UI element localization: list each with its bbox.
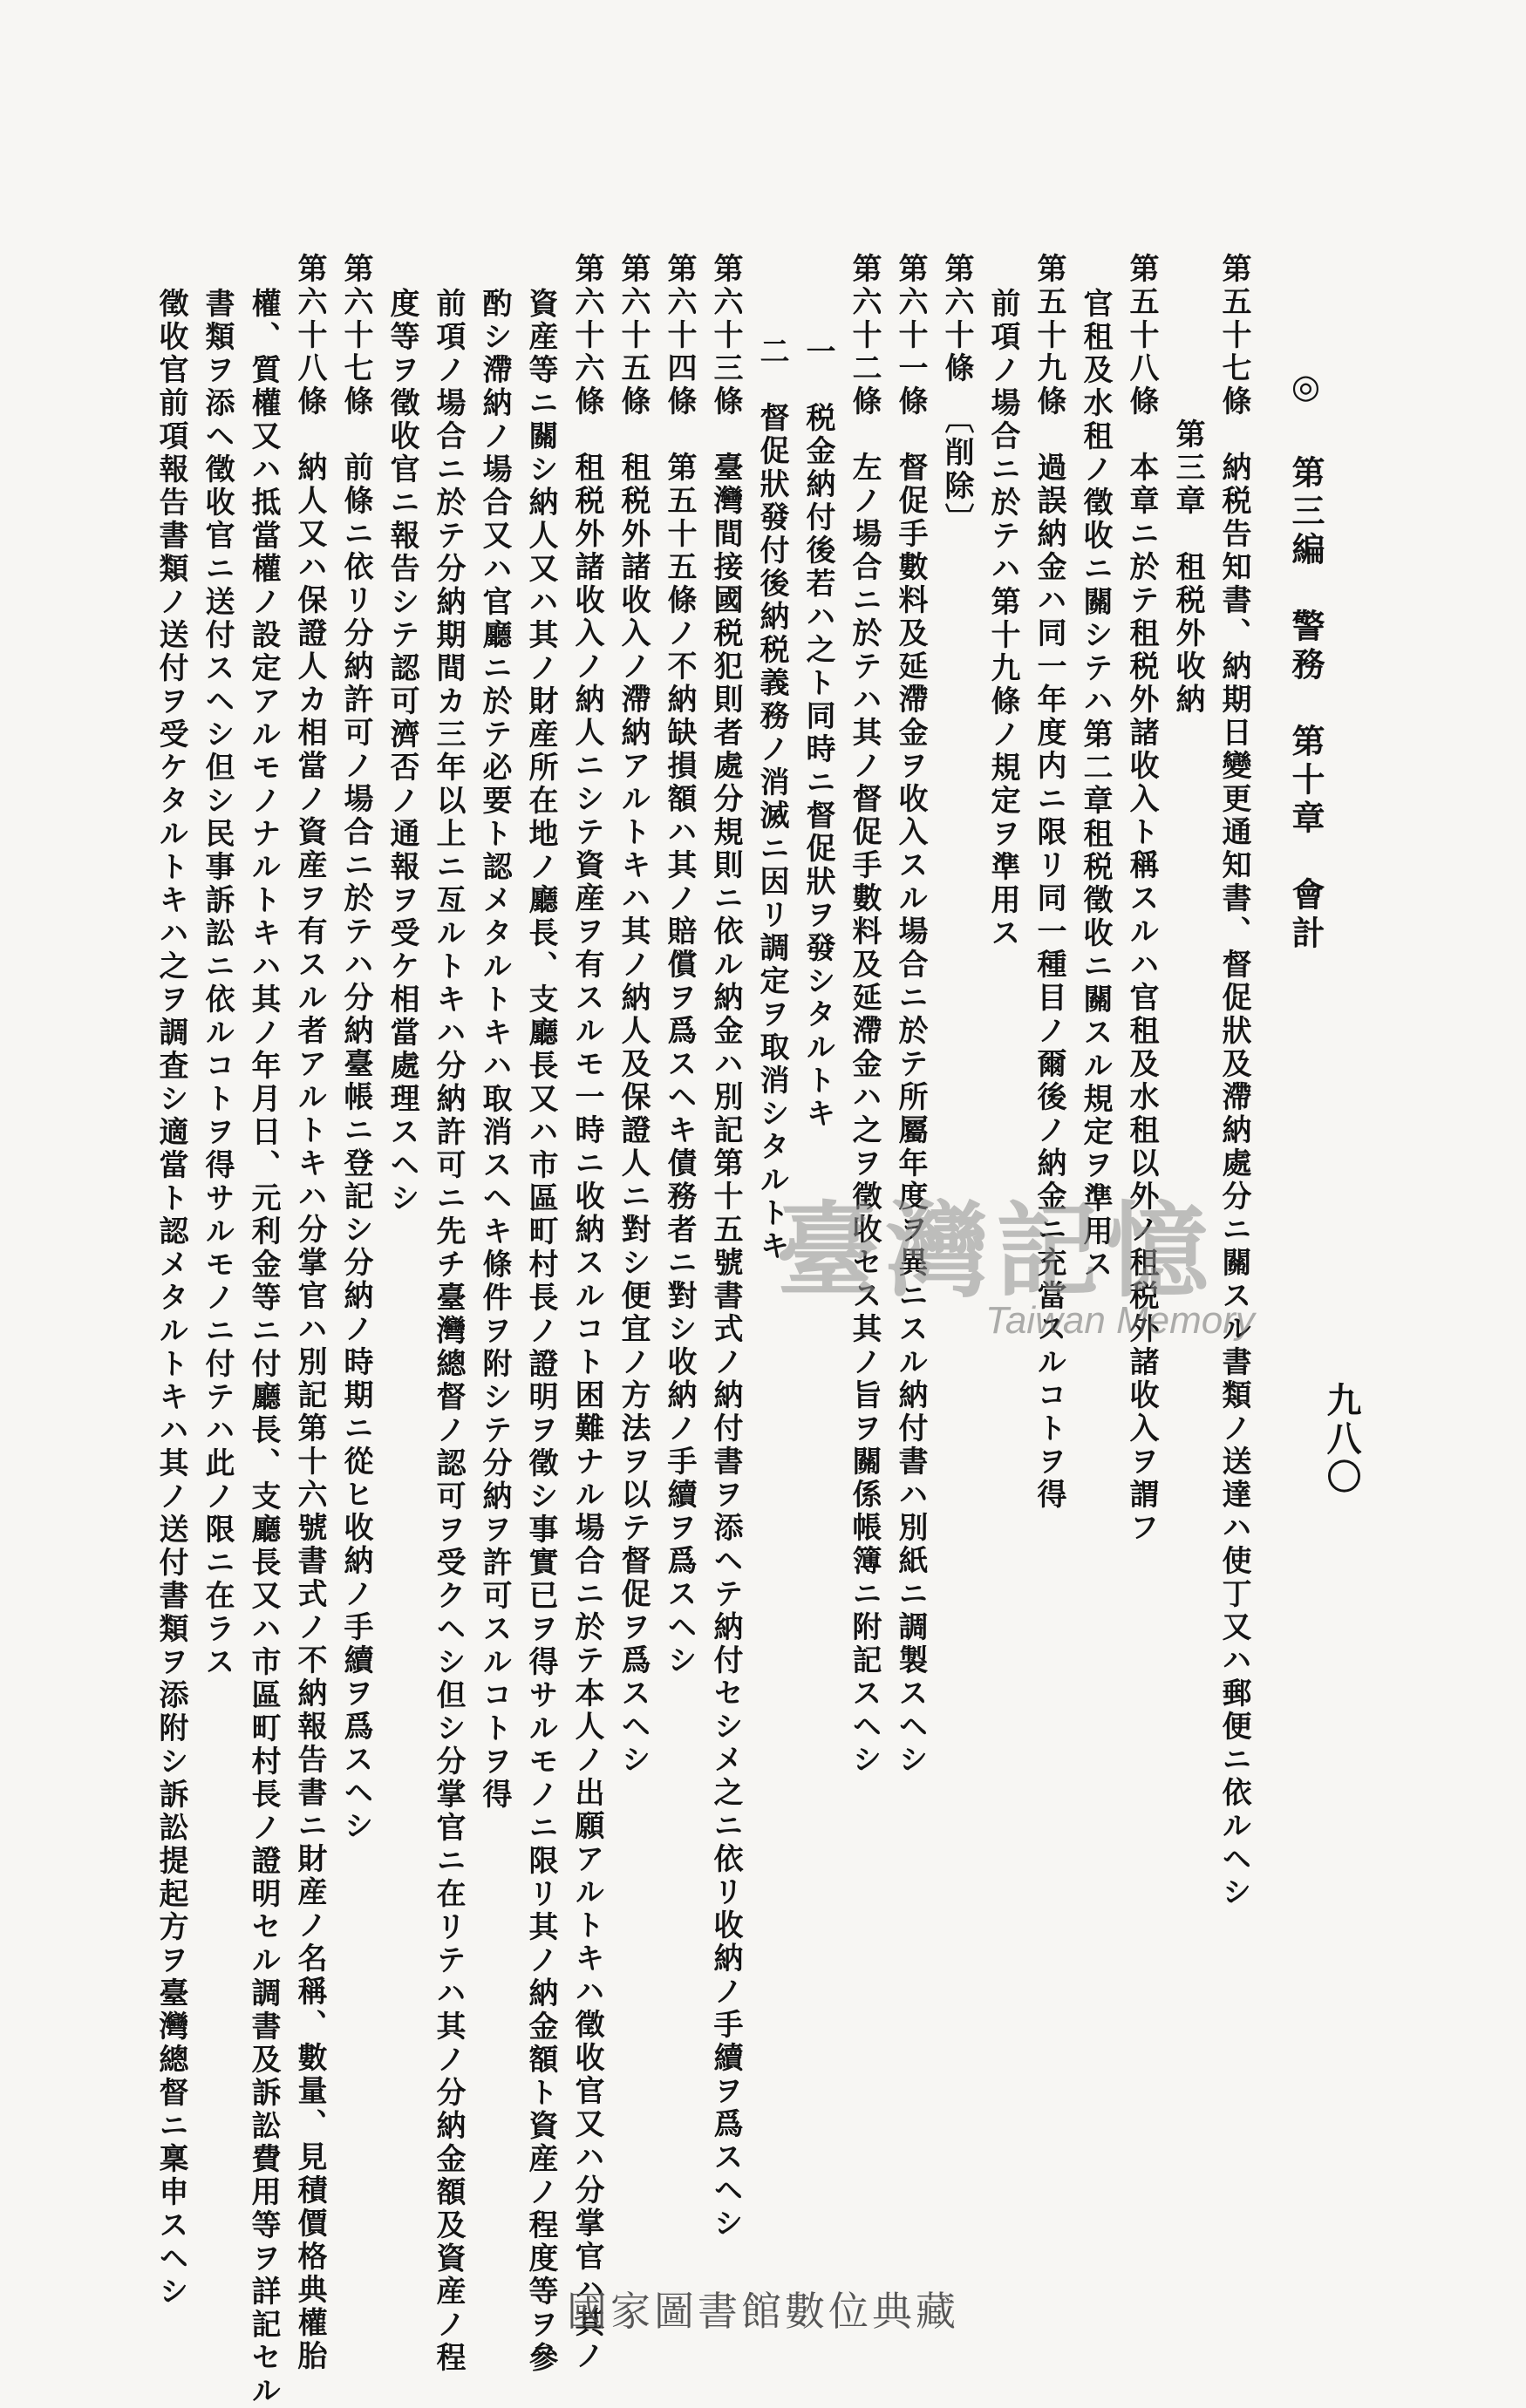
article-59-para2: 前項ノ場合ニ於テハ第十九條ノ規定ヲ準用ス [985, 288, 1020, 950]
article-68-para2: 徵收官前項報告書類ノ送付ヲ受ケタルトキハ之ヲ調査シ適當ト認メタルトキハ其ノ送付書類ヲ添附シ訴訟提起方ヲ臺灣總督ニ稟申スヘシ [153, 288, 188, 2309]
article-61: 第六十一條 督促手數料及延滯金ヲ收入スル場合ニ於テ所屬年度ヲ異ニスル納付書ハ別紙ニ調製スヘシ [893, 253, 928, 1777]
watermark [767, 1168, 1256, 1369]
article-64: 第六十四條 第五十五條ノ不納缺損額ハ其ノ賠償ヲ爲スヘキ債務者ニ對シ收納ノ手續ヲ爲スヘシ [662, 253, 697, 1677]
article-57: 第五十七條 納税告知書、納期日變更通知書、督促狀及滯納處分ニ關スル書類ノ送達ハ使丁又ハ郵便ニ依ルヘシ [1216, 253, 1251, 1909]
article-62-item2: 二 督促狀發付後納税義務ノ消滅ニ因リ調定ヲ取消シタルトキ [754, 336, 789, 1263]
article-59: 第五十九條 過誤納金ハ同一年度内ニ限リ同一種目ノ爾後ノ納金ニ充當スルコトヲ得 [1032, 253, 1066, 1512]
running-title: ◎ 第三編 警務 第十章 會計 [1286, 366, 1325, 954]
article-58: 第五十八條 本章ニ於テ租税外諸收入ト稱スルハ官租及水租以外ノ租税外諸收入ヲ謂フ [1124, 253, 1159, 1545]
article-66-para2-cont: 度等ヲ徵收官ニ報告シテ認可濟否ノ通報ヲ受ケ相當處理スヘシ [385, 288, 419, 1215]
article-65: 第六十五條 租税外諸收入ノ滯納アルトキハ其ノ納人及保證人ニ對シ便宜ノ方法ヲ以テ督促ヲ爲スヘシ [616, 253, 651, 1777]
watermark-subtitle: Taiwan Memory [985, 1299, 1255, 1342]
article-68: 第六十八條 納人又ハ保證人カ相當ノ資産ヲ有スル者アルトキハ分掌官ハ別記第十六號書式ノ不納報告書ニ財産ノ名稱、數量、見積價格典權胎 [292, 253, 327, 2373]
article-68-cont2: 書類ヲ添ヘ徵收官ニ送付スヘシ但シ民事訴訟ニ依ルコトヲ得サルモノニ付テハ此ノ限ニ在ラス [200, 288, 235, 1679]
article-66-para2: 前項ノ場合ニ於テ分納期間カ三年以上ニ亙ルトキハ分納許可ニ先チ臺灣總督ノ認可ヲ受クヘシ但シ分掌官ニ在リテハ其ノ分納金額及資産ノ程 [431, 288, 466, 2375]
article-62-item1: 一 税金納付後若ハ之ト同時ニ督促狀ヲ發シタルトキ [800, 336, 835, 1131]
article-67: 第六十七條 前條ニ依リ分納許可ノ場合ニ於テハ分納臺帳ニ登記シ分納ノ時期ニ從ヒ收納ノ手續ヲ爲スヘシ [338, 253, 373, 1843]
page-number: 九八〇 [1321, 1382, 1362, 1497]
article-66-cont2: 酌シ滯納ノ場合又ハ官廳ニ於テ必要ト認メタルトキハ取消スヘキ條件ヲ附シテ分納ヲ許可スルコトヲ得 [477, 288, 512, 1812]
footer-attribution: 國家圖書館數位典藏 [567, 2288, 959, 2335]
article-58-cont: 官租及水租ノ徵收ニ關シテハ第二章租税徵收ニ關スル規定ヲ準用ス [1078, 288, 1113, 1282]
article-60: 第六十條 〔削除〕 [939, 253, 974, 536]
watermark-title: 臺灣記憶 [776, 1190, 1216, 1311]
article-66: 第六十六條 租税外諸收入ノ納人ニシテ資産ヲ有スルモ一時ニ收納スルコト困難ナル場合ニ於テ本人ノ出願アルトキハ徵收官又ハ分掌官ハ其ノ [569, 253, 604, 2373]
article-66-cont1: 資産等ニ關シ納人又ハ其ノ財産所在地ノ廳長、支廳長又ハ市區町村長ノ證明ヲ徵シ事實已ヲ得サルモノニ限リ其ノ納金額ト資産ノ程度等ヲ參 [523, 288, 558, 2375]
article-62: 第六十二條 左ノ場合ニ於テハ其ノ督促手數料及延滯金ハ之ヲ徵收セス其ノ旨ヲ關係帳簿ニ附記スヘシ [847, 253, 882, 1777]
article-68-cont1: 權、質權又ハ抵當權ノ設定アルモノナルトキハ其ノ年月日、元利金等ニ付廳長、支廳長又ハ市區町村長ノ證明セル調書及訴訟費用等ヲ詳記セル [246, 288, 281, 2408]
chapter-heading: 第三章 租税外收納 [1170, 418, 1205, 717]
article-63: 第六十三條 臺灣間接國税犯則者處分規則ニ依ル納金ハ別記第十五號書式ノ納付書ヲ添ヘテ納付セシメ之ニ依リ收納ノ手續ヲ爲スヘシ [708, 253, 743, 2241]
